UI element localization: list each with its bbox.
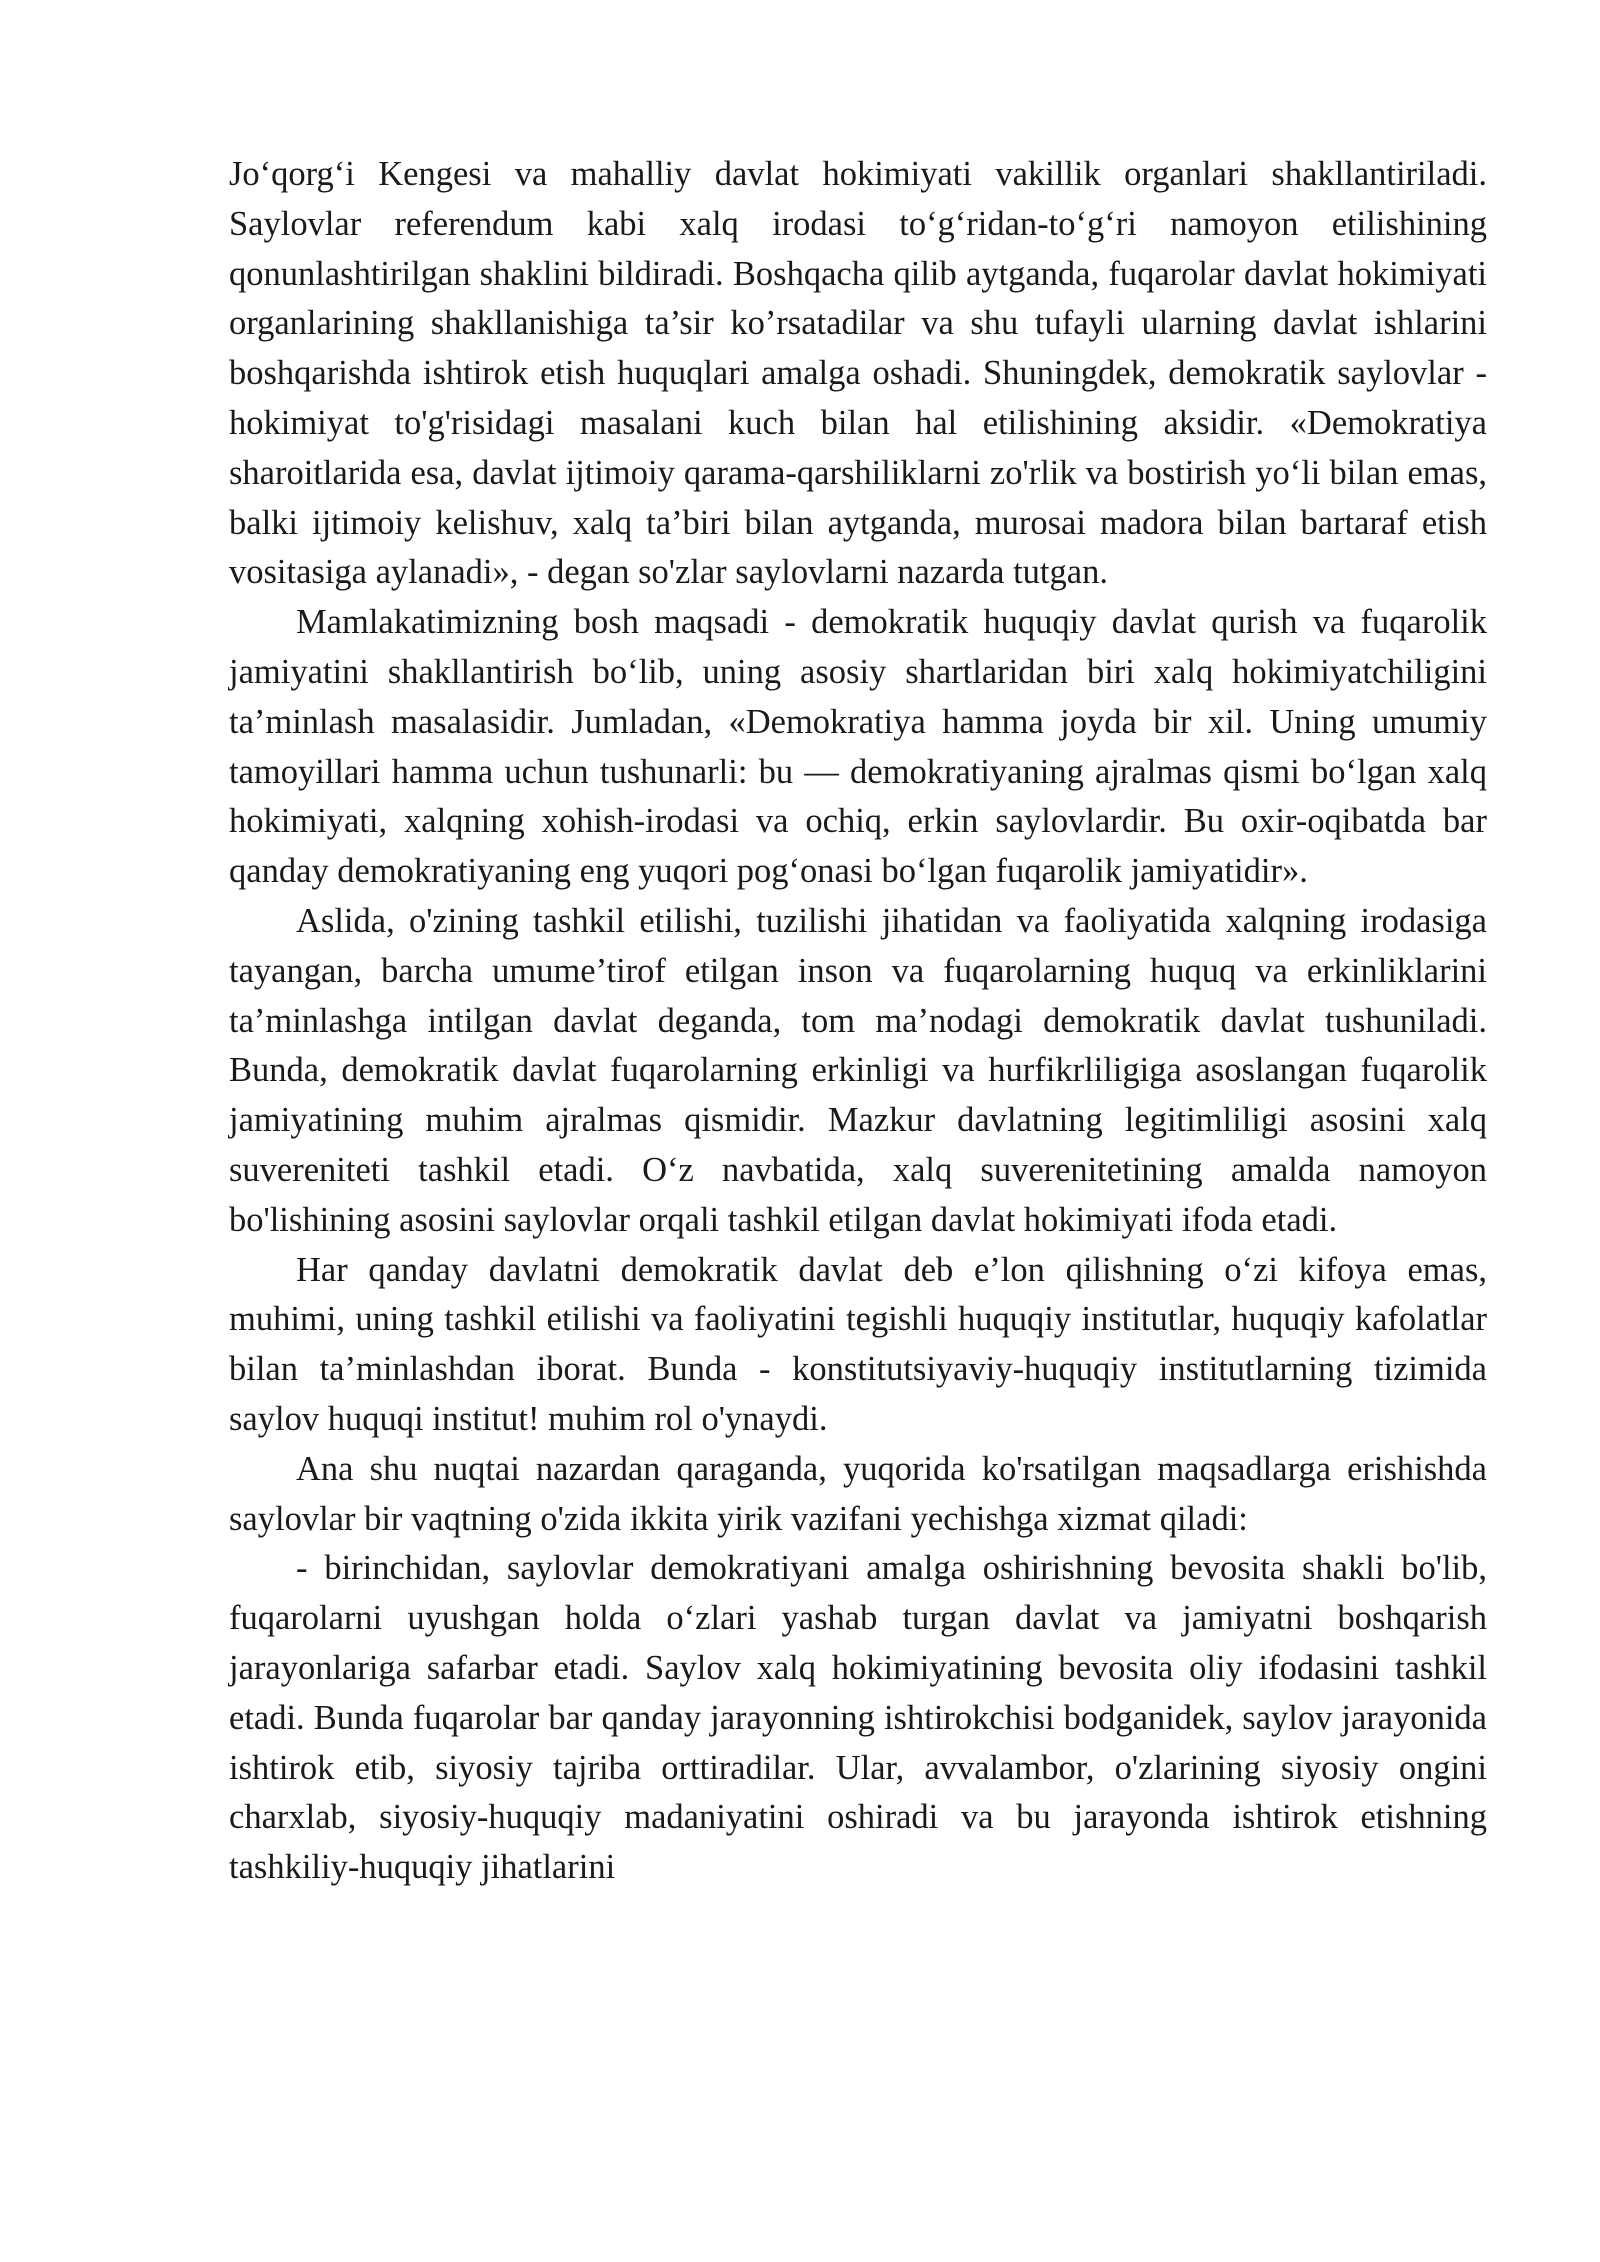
paragraph-continued: Jo‘qorg‘i Kengesi va mahalliy davlat hokimiyati vakillik organlari shakllantiriladi. Saylovlar referendum kabi xalq irodasi to‘g‘ridan-to‘g‘ri namoyon etilishining qonunlashtirilgan shaklini bildiradi. Boshqacha qilib aytganda, fuqarolar davlat hokimiyati organlarining shakllanishiga ta’sir ko’rsatadilar va shu tufayli ularning davlat ishlarini boshqarishda ishtirok etish huquqlari amalga oshadi. Shuningdek, demokratik saylovlar - hokimiyat to'g'risidagi masalani kuch bilan hal etilishining aksidir. «Demokratiya sharoitlarida esa, davlat ijtimoiy qarama-qarshiliklarni zo'rlik va bostirish yo‘li bilan emas, balki ijtimoiy kelishuv, xalq ta’biri bilan aytganda, murosai madora bilan bartaraf etish vositasiga aylanadi», - degan so'zlar saylovlarni nazarda tutgan. xyxy=(229,155,1487,592)
paragraph: Ana shu nuqtai nazardan qaraganda, yuqorida ko'rsatilgan maqsadlarga erishishda saylovlar bir vaqtning o'zida ikkita yirik vazifani yechishga xizmat qiladi: xyxy=(229,1449,1487,1538)
paragraph: Mamlakatimizning bosh maqsadi - demokratik huquqiy davlat qurish va fuqarolik jamiyatini shakllantirish bo‘lib, uning asosiy shartlaridan biri xalq hokimiyatchiligini ta’minlash masalasidir. Jumladan, «Demokratiya hamma joyda bir xil. Uning umumiy tamoyillari hamma uchun tushunarli: bu — demokratiyaning ajralmas qismi bo‘lgan xalq hokimiyati, xalqning xohish-irodasi va ochiq, erkin saylovlardir. Bu oxir-oqibatda bar qanday demokratiyaning eng yuqori pog‘onasi bo‘lgan fuqarolik jamiyatidir». xyxy=(229,603,1487,891)
paragraph: Aslida, o'zining tashkil etilishi, tuzilishi jihatidan va faoliyatida xalqning irodasiga tayangan, barcha umume’tirof etilgan inson va fuqarolarning huquq va erkinliklarini ta’minlashga intilgan davlat deganda, tom ma’nodagi demokratik davlat tushuniladi. Bunda, demokratik davlat fuqarolarning erkinligi va hurfikrliligiga asoslangan fuqarolik jamiyatining muhim ajralmas qismidir. Mazkur davlatning legitimliligi asosini xalq suvereniteti tashkil etadi. O‘z navbatida, xalq suverenitetining amalda namoyon bo'lishining asosini saylovlar orqali tashkil etilgan davlat hokimiyati ifoda etadi. xyxy=(229,901,1487,1239)
paragraph: Har qanday davlatni demokratik davlat deb e’lon qilishning o‘zi kifoya emas, muhimi, uning tashkil etilishi va faoliyatini tegishli huquqiy institutlar, huquqiy kafolatlar bilan ta’minlashdan iborat. Bunda - konstitutsiyaviy-huquqiy institutlarning tizimida saylov huquqi institut! muhim rol o'ynaydi. xyxy=(229,1250,1487,1438)
list-item-paragraph: - birinchidan, saylovlar demokratiyani amalga oshirishning bevosita shakli bo'lib, fuqarolarni uyushgan holda o‘zlari yashab turgan davlat va jamiyatni boshqarish jarayonlariga safarbar etadi. Saylov xalq hokimiyatining bevosita oliy ifodasini tashkil etadi. Bunda fuqarolar bar qanday jarayonning ishtirokchisi bodganidek, saylov jarayonida ishtirok etib, siyosiy tajriba orttiradilar. Ular, avvalambor, o'zlarining siyosiy ongini charxlab, siyosiy-huquqiy madaniyatini oshiradi va bu jarayonda ishtirok etishning tashkiliy-huquqiy jihatlarini xyxy=(229,1549,1487,1887)
document-page xyxy=(229,150,1487,1893)
